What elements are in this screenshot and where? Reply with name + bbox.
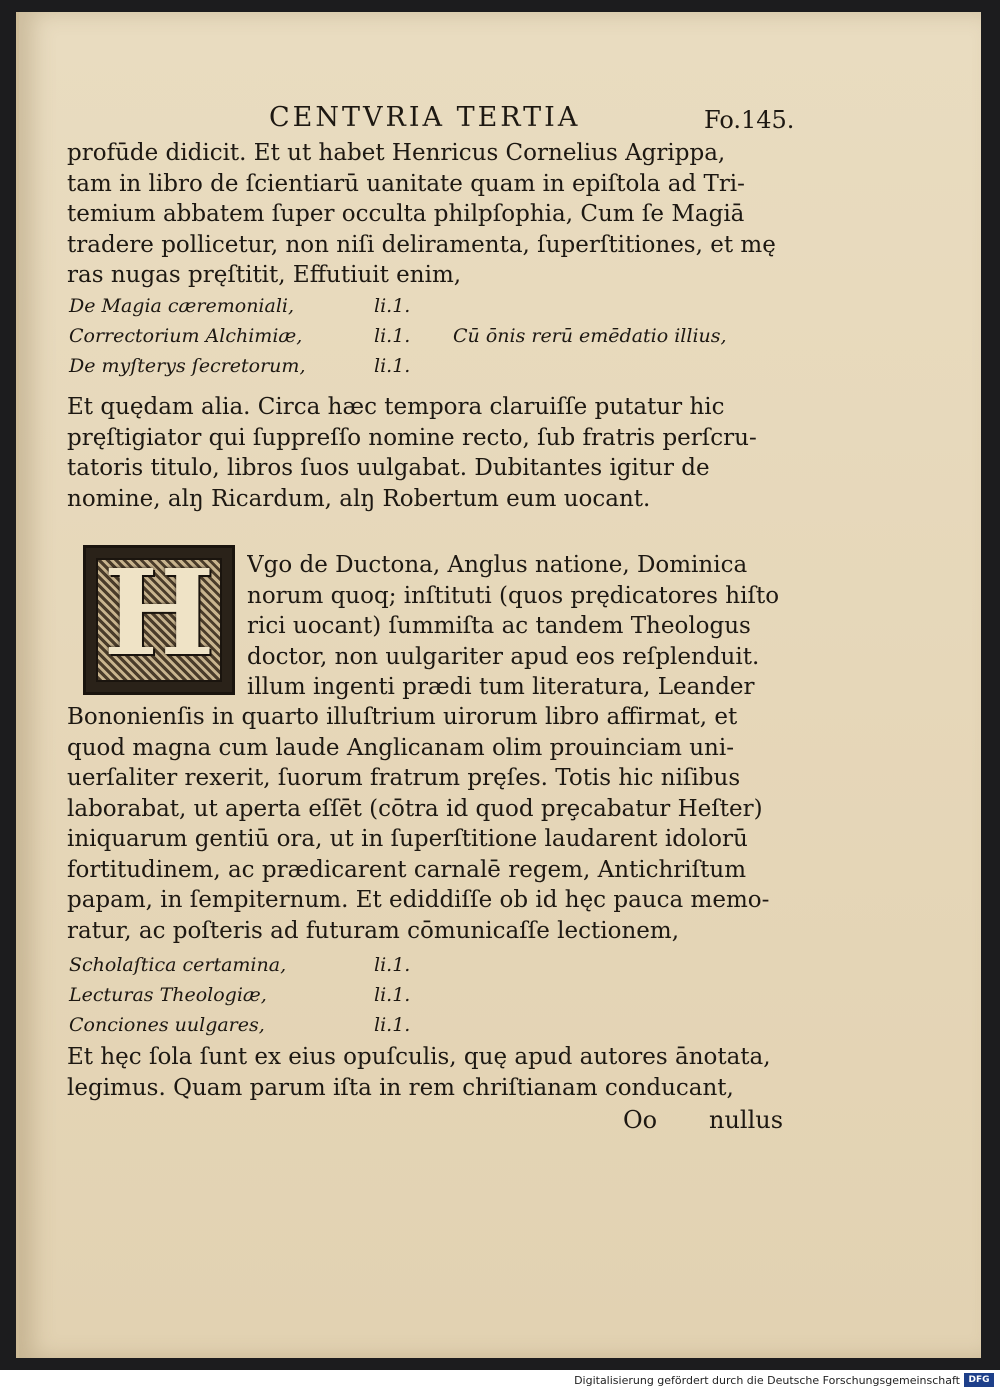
paragraph-hugo-body [67,702,787,946]
work-title: Lecturas Theologiæ, [69,984,267,1006]
text-line: iniquarum gentiū ora, ut in ſuperſtitione laudarent idolorū [67,826,748,852]
decorated-initial [83,545,235,695]
work-volumes: li.1. [374,325,411,347]
text-line: ratur, ac poſteris ad futuram cōmunicaſſe lectionem, [67,917,680,944]
work-title: Correctorium Alchimiæ, [69,325,303,347]
text-line: Vgo de Ductona, Anglus natione, Dominica [247,552,748,578]
text-line: quod magna cum laude Anglicanam olim prouinciam uni- [67,734,734,761]
text-line: doctor, non uulgariter apud eos reſplenduit. [247,643,760,670]
text-line: norum quoq; inſtituti (quos prędicatores hiſto [247,582,780,609]
work-volumes: li.1. [374,295,411,317]
text-line: rici uocant) ſummiſta ac tandem Theologus [247,613,751,639]
funding-credit: Digitalisierung gefördert durch die Deutsche Forschungsgemeinschaft [574,1374,960,1387]
text-line: illum ingenti prædi tum literatura, Leander [247,674,755,700]
text-line: Et hęc ſola ſunt ex eius opuſculis, quę apud autores ānotata, [67,1044,771,1070]
paragraph-prestigiator [67,392,787,514]
work-volumes: li.1. [374,355,411,377]
running-title: CENTVRIA TERTIA [269,102,581,133]
text-line: laborabat, ut aperta eſſēt (cōtra id quod prȩcabatur Heſter) [67,795,763,822]
dfg-logo: DFG [964,1373,994,1387]
catchword: nullus [709,1106,784,1134]
text-line: pręſtigiator qui ſuppreſſo nomine recto, ſub fratris perſcru- [67,424,757,451]
work-volumes: li.1. [374,984,411,1006]
text-line: fortitudinem, ac prædicarent carnalē regem, Antichriſtum [67,856,747,883]
text-line: temium abbatem ſuper occulta philpſophia, Cum ſe Magiā [67,201,745,227]
work-title: De myſterys ſecretorum, [69,355,306,377]
text-line: Et quędam alia. Circa hæc tempora claruiſſe putatur hic [67,394,725,420]
paragraph-closing [67,1042,787,1103]
text-line: profūde didicit. Et ut habet Henricus Cornelius Agrippa, [67,140,726,166]
text-line: uerſaliter rexerit, ſuorum fratrum pręſes. Totis hic niſibus [67,765,741,791]
work-volumes: li.1. [374,1014,411,1036]
text-line: tam in libro de ſcientiarū uanitate quam in epiſtola ad Tri- [67,170,745,197]
text-line: papam, in ſempiternum. Et ediddiſſe ob id hęc pauca memo- [67,887,770,913]
initial-letter: H [103,543,215,682]
work-title: Scholaſtica certamina, [69,954,287,976]
text-line: ras nugas pręſtitit, Effutiuit enim, [67,262,462,288]
text-line: nomine, alŋ Ricardum, alŋ Robertum eum uocant. [67,485,651,512]
text-line: tatoris titulo, libros ſuos uulgabat. Dubitantes igitur de [67,455,710,481]
work-note: Cū ōnis rerū emēdatio illius, [453,325,727,347]
page-header [19,102,981,142]
paragraph-hugo-opening [247,550,787,703]
signature-mark: Oo [623,1106,658,1134]
text-line: legimus. Quam parum iſta in rem chriſtianam conducant, [67,1074,734,1101]
work-volumes: li.1. [374,954,411,976]
paragraph-agrippa [67,138,787,291]
folio-number: Fo.145. [704,106,795,134]
text-line: Bononienſis in quarto illuſtrium uirorum libro affirmat, et [67,704,738,730]
book-page [16,12,981,1358]
work-title: De Magia cæremoniali, [69,295,295,317]
work-title: Conciones uulgares, [69,1014,265,1036]
text-line: tradere pollicetur, non niſi deliramenta, ſuperſtitiones, et mę [67,231,776,258]
digitization-footer [0,1370,1000,1392]
